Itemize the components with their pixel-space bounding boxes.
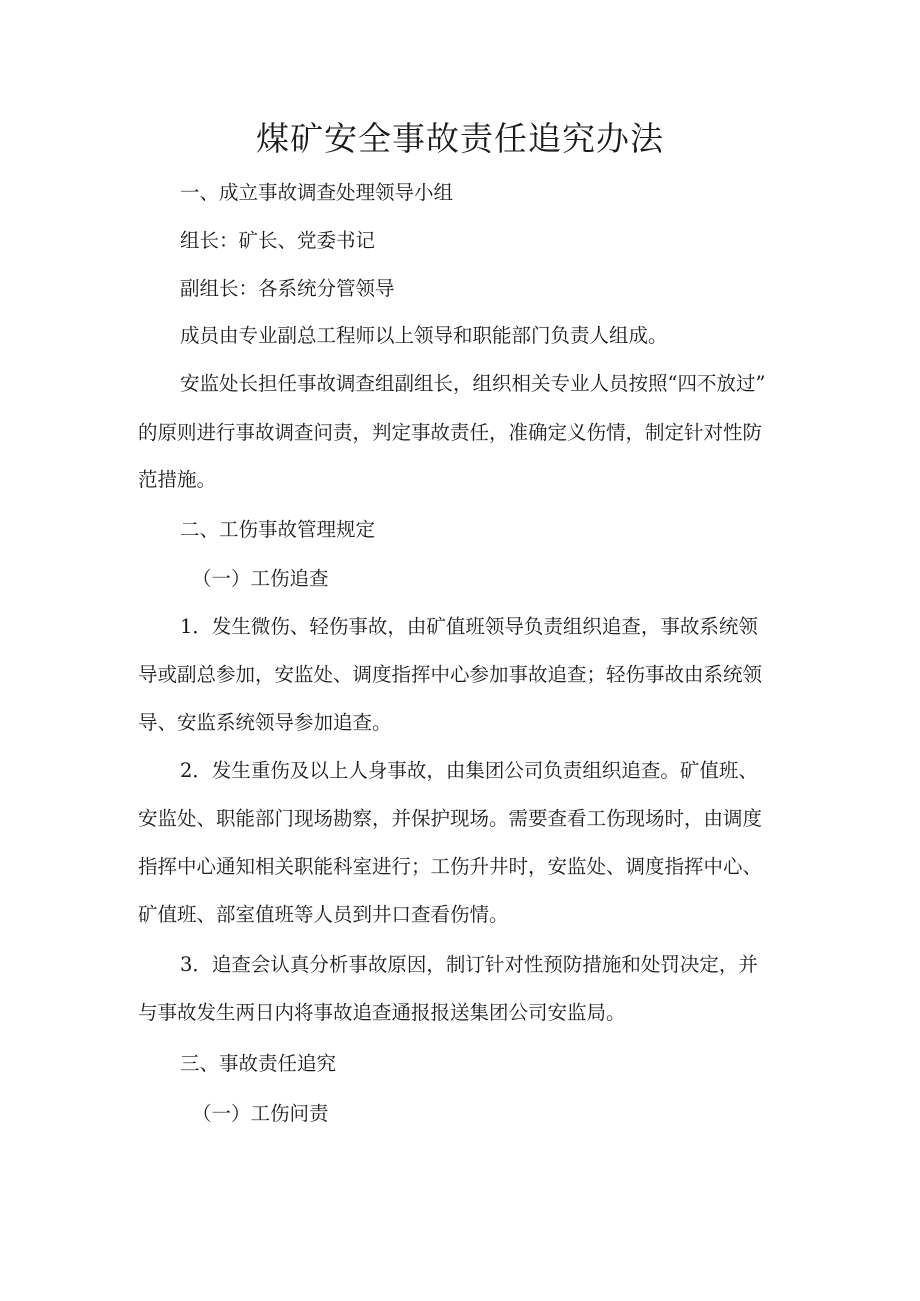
paragraph-line: 2．发生重伤及以上人身事故，由集团公司负责组织追查。矿值班、 — [180, 759, 758, 782]
document-title: 煤矿安全事故责任追究办法 — [256, 119, 664, 158]
paragraph-line: 范措施。 — [138, 468, 217, 491]
paragraph-line: 1．发生微伤、轻伤事故，由矿值班领导负责组织追查，事故系统领 — [180, 615, 758, 638]
paragraph-line: 导、安监系统领导参加追查。 — [138, 711, 392, 734]
paragraph-line: 指挥中心通知相关职能科室进行；工伤升井时，安监处、调度指挥中心、 — [138, 855, 763, 878]
subsection-heading: （一）工伤追查 — [192, 567, 329, 590]
section-heading: 二、工伤事故管理规定 — [180, 518, 376, 541]
section-heading: 三、事故责任追究 — [180, 1052, 337, 1075]
paragraph-line: 与事故发生两日内将事故追查通报报送集团公司安监局。 — [138, 1001, 626, 1024]
subsection-heading: （一）工伤问责 — [192, 1102, 329, 1125]
paragraph-line: 成员由专业副总工程师以上领导和职能部门负责人组成。 — [180, 324, 668, 347]
paragraph-line: 的原则进行事故调查问责，判定事故责任，准确定义伤情，制定针对性防 — [138, 421, 763, 444]
paragraph-line: 副组长：各系统分管领导 — [180, 277, 395, 300]
section-heading: 一、成立事故调查处理领导小组 — [180, 181, 454, 204]
paragraph-line: 安监处、职能部门现场勘察，并保护现场。需要查看工伤现场时，由调度 — [138, 807, 763, 830]
paragraph-line: 组长：矿长、党委书记 — [180, 229, 376, 252]
paragraph-line: 导或副总参加，安监处、调度指挥中心参加事故追查；轻伤事故由系统领 — [138, 663, 763, 686]
paragraph-line: 3．追查会认真分析事故原因，制订针对性预防措施和处罚决定，并 — [180, 953, 758, 976]
paragraph-line: 矿值班、部室值班等人员到井口查看伤情。 — [138, 903, 509, 926]
paragraph-line: 安监处长担任事故调查组副组长，组织相关专业人员按照“四不放过” — [180, 372, 766, 395]
